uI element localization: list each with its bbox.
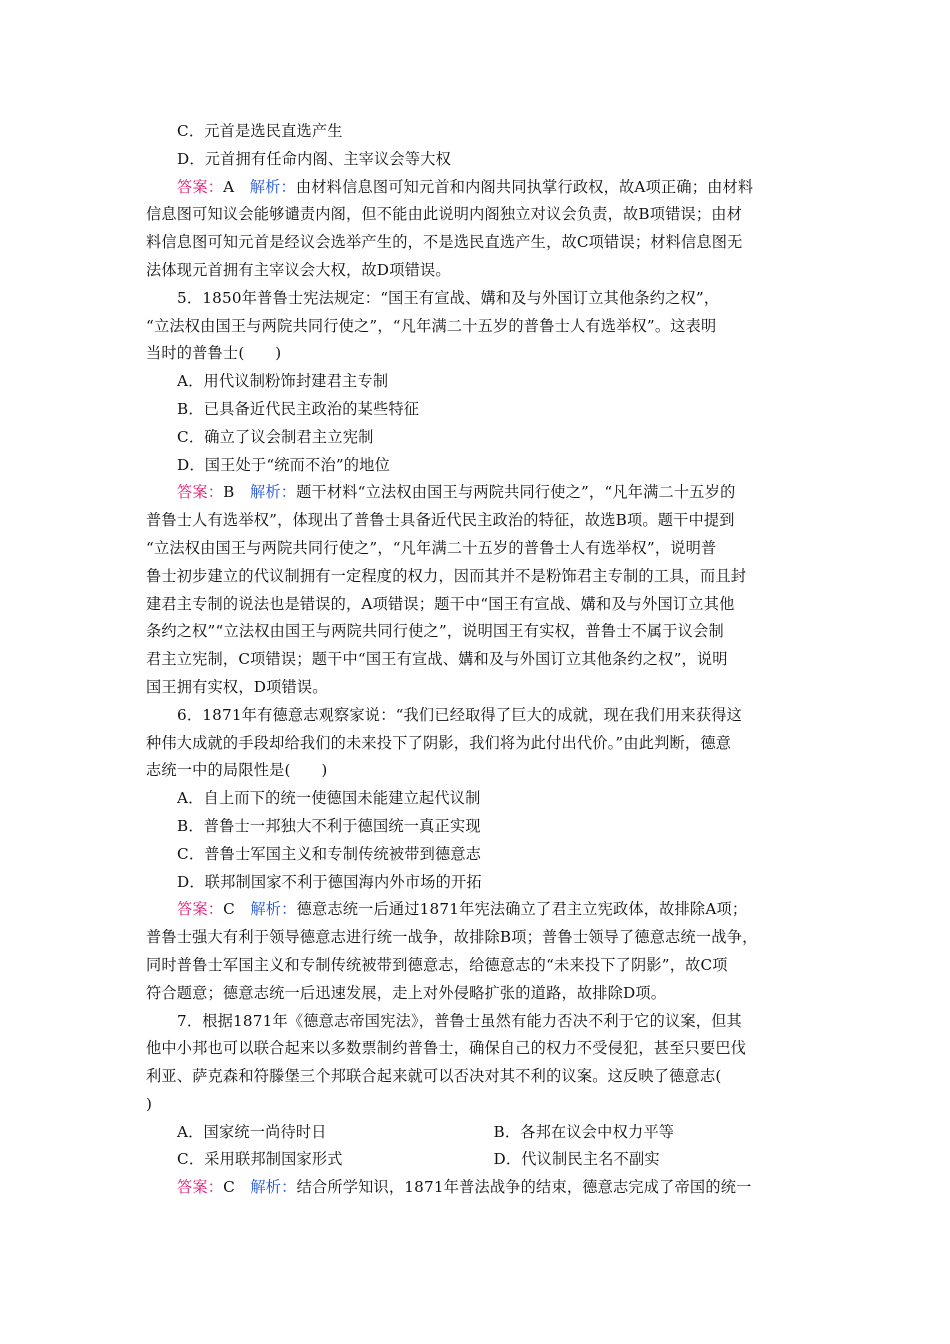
- q7-stem: 利亚、萨克森和符滕堡三个邦联合起来就可以否决对其不利的议案。这反映了德意志(: [146, 1067, 722, 1086]
- q7-stem: 7．根据1871年《德意志帝国宪法》，普鲁士虽然有能力否决不利于它的议案，但其: [177, 1011, 742, 1030]
- q5-option-d: D．国王处于“统而不治”的地位: [177, 455, 390, 474]
- analysis-text: 国王拥有实权，D项错误。: [146, 677, 328, 696]
- q5-stem: 当时的普鲁士( ): [146, 344, 282, 363]
- analysis-text: 法体现元首拥有主宰议会大权，故D项错误。: [146, 260, 451, 279]
- analysis-text: “立法权由国王与两院共同行使之”，“凡年满二十五岁的普鲁士人有选举权”，说明普: [146, 538, 717, 557]
- analysis-text: 德意志统一后通过1871年宪法确立了君主立宪政体，故排除A项；: [296, 900, 748, 919]
- answer-label: 答案：: [177, 1178, 224, 1197]
- document-page: [146, 118, 810, 1202]
- answer-value: C: [223, 900, 235, 919]
- q5-option-a: A．用代议制粉饰封建君主专制: [177, 372, 389, 391]
- q4-option-c: C．元首是选民直选产生: [177, 122, 343, 140]
- analysis-label: 解析：: [249, 177, 296, 196]
- q7-option-c: C．采用联邦制国家形式: [177, 1150, 343, 1169]
- answer-label: 答案：: [177, 483, 224, 502]
- answer-label: 答案：: [177, 900, 224, 919]
- analysis-text: 信息图可知议会能够谴责内阁，但不能由此说明内阁独立对议会负责，故B项错误；由材: [146, 205, 743, 224]
- q7-options-row-1: [146, 1119, 810, 1147]
- q6-option-d: D．联邦制国家不利于德国海内外市场的开拓: [177, 872, 482, 891]
- analysis-text: 普鲁士人有选举权”，体现出了普鲁士具备近代民主政治的特征，故选B项。题干中提到: [146, 511, 735, 530]
- q6-stem: 志统一中的局限性是( ): [146, 761, 328, 780]
- answer-value: C: [223, 1178, 235, 1197]
- q7-option-d: D．代议制民主名不副实: [493, 1150, 660, 1169]
- q6-stem: 6．1871年有德意志观察家说：“我们已经取得了巨大的成就，现在我们用来获得这: [177, 705, 743, 724]
- q5-stem: 5．1850年普鲁士宪法规定：“国王有宣战、媾和及与外国订立其他条约之权”，: [177, 288, 720, 307]
- analysis-text: 普鲁士强大有利于领导德意志进行统一战争，故排除B项；普鲁士领导了德意志统一战争，: [146, 928, 758, 947]
- q7-stem: 他中小邦也可以联合起来以多数票制约普鲁士，确保自己的权力不受侵犯，甚至只要巴伐: [146, 1039, 747, 1058]
- answer-value: B: [223, 483, 235, 502]
- analysis-text: 题干材料“立法权由国王与两院共同行使之”，“凡年满二十五岁的: [296, 483, 736, 502]
- analysis-text: 符合题意；德意志统一后迅速发展，走上对外侵略扩张的道路，故排除D项。: [146, 983, 667, 1002]
- answer-label: 答案：: [177, 177, 224, 196]
- q6-stem: 种伟大成就的手段却给我们的未来投下了阴影，我们将为此付出代价。”由此判断，德意: [146, 733, 732, 752]
- analysis-text: 君主立宪制，C项错误；题干中“国王有宣战、媾和及与外国订立其他条约之权”，说明: [146, 650, 728, 669]
- analysis-label: 解析：: [250, 1178, 297, 1197]
- q4-option-d: D．元首拥有任命内阁、主宰议会等大权: [177, 149, 451, 168]
- q6-answer-line: [146, 896, 810, 924]
- q5-option-c: C．确立了议会制君主立宪制: [177, 427, 374, 446]
- q6-option-c: C．普鲁士军国主义和专制传统被带到德意志: [177, 844, 482, 863]
- analysis-label: 解析：: [249, 483, 297, 502]
- analysis-text: 由材料信息图可知元首和内阁共同执掌行政权，故A项正确；由材料: [295, 177, 754, 196]
- q4-answer-line: [146, 174, 810, 202]
- analysis-text: 结合所学知识，1871年普法战争的结束，德意志完成了帝国的统一: [296, 1178, 752, 1197]
- q5-option-b: B．已具备近代民主政治的某些特征: [177, 399, 420, 418]
- q7-option-a: A．国家统一尚待时日: [177, 1122, 327, 1141]
- analysis-text: 料信息图可知元首是经议会选举产生的，不是选民直选产生，故C项错误；材料信息图无: [146, 233, 743, 252]
- q7-answer-line: [146, 1174, 810, 1202]
- q6-option-a: A．自上而下的统一使德国未能建立起代议制: [177, 789, 481, 808]
- analysis-label: 解析：: [250, 900, 297, 919]
- q7-option-b: B．各邦在议会中权力平等: [493, 1122, 675, 1141]
- analysis-text: 鲁士初步建立的代议制拥有一定程度的权力，因而其并不是粉饰君主专制的工具，而且封: [146, 566, 747, 585]
- q7-options-row-2: [146, 1146, 810, 1174]
- q6-option-b: B．普鲁士一邦独大不利于德国统一真正实现: [177, 816, 481, 835]
- analysis-text: 条约之权”“立法权由国王与两院共同行使之”，说明国王有实权，普鲁士不属于议会制: [146, 622, 724, 641]
- analysis-text: 建君主专制的说法也是错误的，A项错误；题干中“国王有宣战、媾和及与外国订立其他: [146, 594, 735, 613]
- q5-stem: “立法权由国王与两院共同行使之”，“凡年满二十五岁的普鲁士人有选举权”。这表明: [146, 316, 717, 335]
- analysis-text: 同时普鲁士军国主义和专制传统被带到德意志，给德意志的“未来投下了阴影”，故C项: [146, 955, 728, 974]
- answer-value: A: [223, 177, 235, 196]
- q5-answer-line: [146, 479, 810, 507]
- q7-stem: ): [146, 1094, 153, 1113]
